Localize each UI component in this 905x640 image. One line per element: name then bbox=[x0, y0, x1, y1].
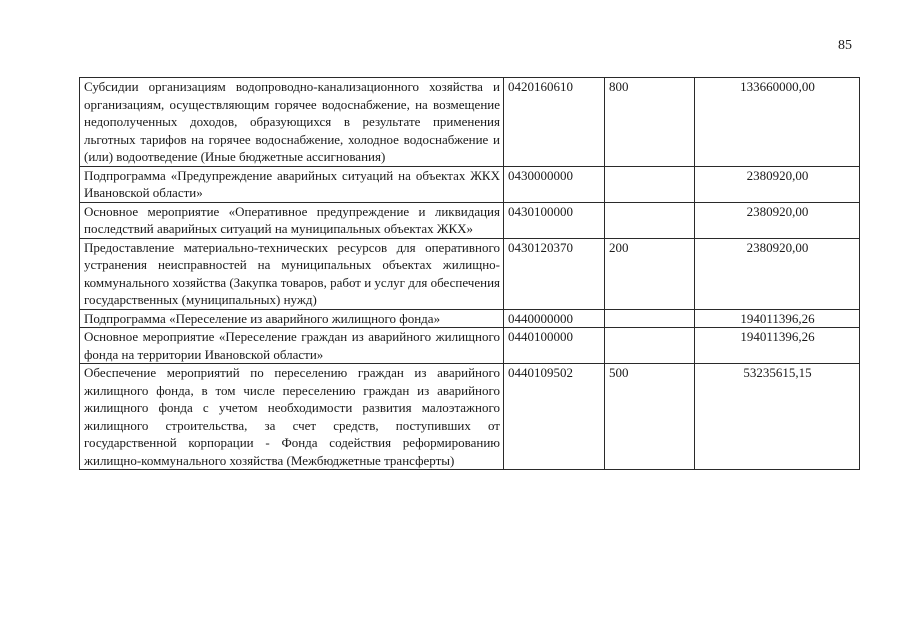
table-row bbox=[80, 328, 860, 364]
row-target-code: 0440000000 bbox=[504, 309, 605, 328]
row-description: Подпрограмма «Предупреждение аварийных ситуаций на объектах ЖКХ Ивановской области» bbox=[80, 166, 504, 202]
row-target-code: 0440109502 bbox=[504, 364, 605, 470]
row-amount: 2380920,00 bbox=[695, 238, 860, 309]
table-row bbox=[80, 202, 860, 238]
row-amount: 194011396,26 bbox=[695, 309, 860, 328]
table-row bbox=[80, 238, 860, 309]
row-target-code: 0420160610 bbox=[504, 78, 605, 167]
row-amount: 194011396,26 bbox=[695, 328, 860, 364]
row-description: Основное мероприятие «Оперативное предупреждение и ликвидация последствий аварийных ситуаций на муниципальных объектах ЖКХ» bbox=[80, 202, 504, 238]
row-amount: 2380920,00 bbox=[695, 202, 860, 238]
row-description: Подпрограмма «Переселение из аварийного жилищного фонда» bbox=[80, 309, 504, 328]
page-number: 85 bbox=[838, 38, 852, 53]
row-description: Обеспечение мероприятий по переселению граждан из аварийного жилищного фонда, в том числе переселению граждан из аварийного жилищного фонда с учетом необходимости развития малоэтажного жилищного строительства, за счет средств, поступивших от государственной корпорации - Фонда содействия реформированию жилищно-коммунального хозяйства (Межбюджетные трансферты) bbox=[80, 364, 504, 470]
row-target-code: 0430100000 bbox=[504, 202, 605, 238]
row-description: Предоставление материально-технических ресурсов для оперативного устранения неисправностей на муниципальных объектах жилищно-коммунального хозяйства (Закупка товаров, работ и услуг для обеспечения государственных (муниципальных) нужд) bbox=[80, 238, 504, 309]
table-row bbox=[80, 166, 860, 202]
table-row bbox=[80, 309, 860, 328]
row-expense-type bbox=[605, 309, 695, 328]
row-description: Основное мероприятие «Переселение граждан из аварийного жилищного фонда на территории Ивановской области» bbox=[80, 328, 504, 364]
row-expense-type: 500 bbox=[605, 364, 695, 470]
table-row bbox=[80, 364, 860, 470]
row-amount: 2380920,00 bbox=[695, 166, 860, 202]
row-expense-type bbox=[605, 328, 695, 364]
row-target-code: 0430120370 bbox=[504, 238, 605, 309]
row-amount: 53235615,15 bbox=[695, 364, 860, 470]
row-expense-type: 800 bbox=[605, 78, 695, 167]
row-target-code: 0440100000 bbox=[504, 328, 605, 364]
row-amount: 133660000,00 bbox=[695, 78, 860, 167]
budget-table bbox=[79, 77, 860, 470]
row-expense-type bbox=[605, 166, 695, 202]
row-description: Субсидии организациям водопроводно-канализационного хозяйства и организациям, осуществляющим горячее водоснабжение, на возмещение недополученных доходов, образующихся в результате применения льготных тарифов на горячее водоснабжение, холодное водоснабжение и (или) водоотведение (Иные бюджетные ассигнования) bbox=[80, 78, 504, 167]
row-expense-type bbox=[605, 202, 695, 238]
row-expense-type: 200 bbox=[605, 238, 695, 309]
row-target-code: 0430000000 bbox=[504, 166, 605, 202]
table-row bbox=[80, 78, 860, 167]
